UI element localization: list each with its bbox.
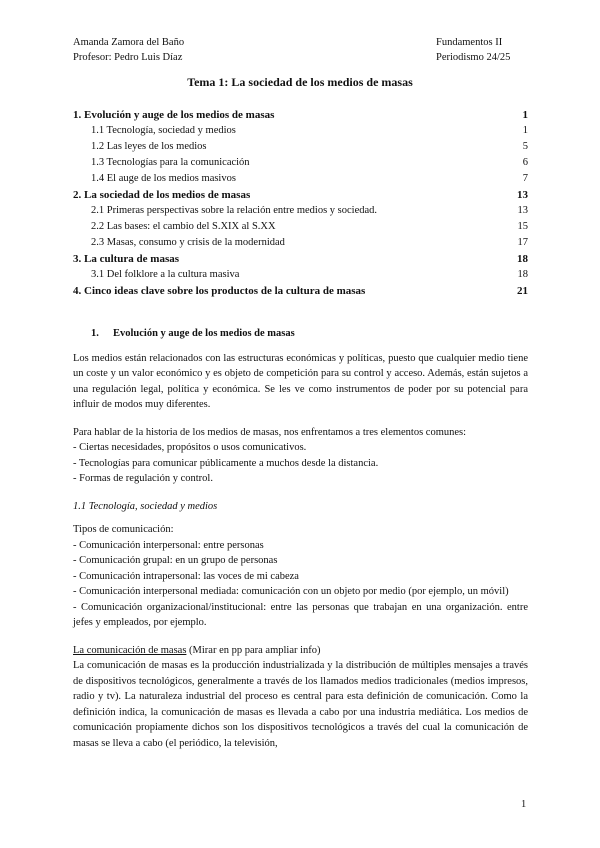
toc-entry[interactable] [73, 107, 528, 123]
toc-entry-text: 1.3 Tecnologías para la comunicación [91, 157, 250, 168]
list-item: - Comunicación grupal: en un grupo de personas [73, 555, 278, 566]
section-heading [91, 326, 528, 342]
toc-entry[interactable] [73, 251, 528, 267]
author-name: Amanda Zamora del Baño [73, 37, 185, 48]
toc-entry-page: 13 [517, 205, 528, 216]
toc-entry-text: 3. La cultura de masas [73, 253, 180, 265]
toc-entry-text: 1. Evolución y auge de los medios de masas [73, 109, 275, 121]
subsection-heading: 1.1 Tecnología, sociedad y medios [73, 500, 218, 512]
toc-entry-text: 4. Cinco ideas clave sobre los productos de la cultura de masas [73, 285, 366, 297]
toc-entry[interactable] [73, 219, 528, 235]
mass-comm-note: (Mirar en pp para ampliar info) [186, 644, 321, 656]
header-right [436, 35, 510, 65]
elements-list [73, 425, 528, 487]
toc-entry-text: 2.1 Primeras perspectivas sobre la relación entre medios y sociedad. [91, 205, 378, 216]
page-number: 1 [521, 799, 527, 810]
toc-entry-page: 18 [517, 253, 528, 265]
paragraph: La comunicación de masas es la producción industrializada y la distribución de múltiples mensajes a través de dispositivos tecnológicos, generalmente a través de los llamados medios tradicionales (medios impresos, radio y tv). La naturaleza industrial del proceso es central para esta definición de comunicación. Como la definición indica, la comunicación de masas es llevada a cabo por una industria mediática. Los medios de comunicación propiamente dichos son los dispositivos tecnológicos a través del cual la comunicación de masas se lleva a cabo (el periódico, la televisión, [73, 660, 528, 749]
header-left [73, 35, 184, 65]
toc-entry-text: 2.3 Masas, consumo y crisis de la modernidad [91, 237, 285, 248]
toc-entry[interactable] [73, 187, 528, 203]
course-name: Fundamentos II [436, 37, 503, 48]
section-title: Evolución y auge de los medios de masas [113, 328, 295, 339]
table-of-contents [73, 107, 528, 299]
toc-entry-page: 15 [517, 221, 528, 232]
toc-entry[interactable] [73, 139, 528, 155]
mass-comm-heading [73, 643, 528, 659]
list-item: - Comunicación interpersonal mediada: comunicación con un objeto por medio (por ejemplo, un móvil) [73, 586, 509, 597]
toc-entry-text: 1.4 El auge de los medios masivos [91, 173, 236, 184]
document-title: Tema 1: La sociedad de los medios de masas [187, 75, 413, 89]
toc-entry[interactable] [73, 267, 528, 283]
professor-name: Profesor: Pedro Luis Díaz [73, 52, 183, 63]
program-name: Periodismo 24/25 [436, 52, 511, 63]
toc-entry[interactable] [73, 155, 528, 171]
section-number: 1. [91, 328, 99, 339]
toc-entry[interactable] [73, 235, 528, 251]
toc-entry-text: 2. La sociedad de los medios de masas [73, 189, 251, 201]
toc-entry[interactable] [73, 123, 528, 139]
list-item: - Ciertas necesidades, propósitos o usos comunicativos. [73, 442, 307, 453]
mass-comm-title: La comunicación de masas [73, 644, 187, 656]
list-item: - Tecnologías para comunicar públicamente a muchos desde la distancia. [73, 457, 379, 469]
toc-entry-page: 18 [517, 269, 528, 280]
body-content [73, 326, 528, 763]
list-item: - Formas de regulación y control. [73, 473, 213, 484]
toc-entry-text: 2.2 Las bases: el cambio del S.XIX al S.XX [91, 221, 276, 232]
types-list [73, 522, 528, 631]
list-item: - Comunicación interpersonal: entre personas [73, 539, 264, 551]
list-item: - Comunicación intrapersonal: las voces de mi cabeza [73, 570, 299, 582]
toc-entry-page: 5 [522, 141, 528, 152]
toc-entry-page: 6 [522, 157, 528, 168]
toc-entry-page: 17 [517, 237, 528, 248]
toc-entry-page: 21 [517, 285, 528, 297]
paragraph: Para hablar de la historia de los medios de masas, nos enfrentamos a tres elementos comunes: [73, 426, 467, 438]
toc-entry-page: 1 [522, 109, 528, 121]
toc-entry-page: 1 [522, 125, 528, 136]
toc-entry-text: 1.2 Las leyes de los medios [91, 141, 207, 152]
toc-entry[interactable] [73, 203, 528, 219]
toc-entry-page: 13 [517, 189, 528, 201]
list-intro: Tipos de comunicación: [73, 524, 174, 535]
paragraph: Los medios están relacionados con las estructuras económicas y políticas, puesto que cualquier medio tiene un coste y un valor económico y es objeto de competición para su control y acceso. Además, están sujetos a una regulación legal, política y económica. Se les ve como instrumentos de poder por su potencial para influir de modos muy diferentes. [73, 352, 528, 410]
list-item: - Comunicación organizacional/institucional: entre las personas que trabajan en una organización. entre jefes y empleados, por ejemplo. [73, 601, 528, 628]
toc-entry-page: 7 [522, 173, 528, 184]
toc-entry[interactable] [73, 171, 528, 187]
toc-entry-text: 1.1 Tecnología, sociedad y medios [91, 125, 236, 136]
toc-entry-text: 3.1 Del folklore a la cultura masiva [91, 269, 240, 280]
toc-entry[interactable] [73, 283, 528, 299]
